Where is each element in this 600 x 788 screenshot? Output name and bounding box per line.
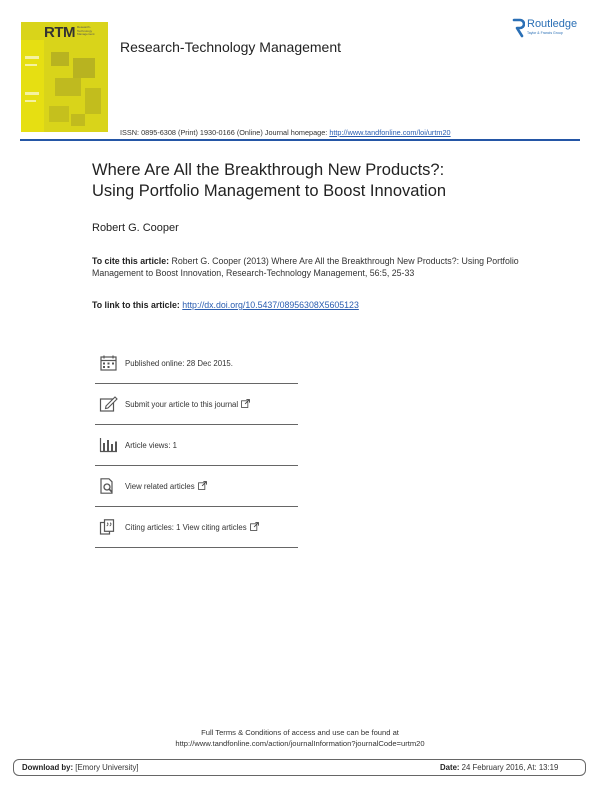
related-articles-label: View related articles — [125, 482, 195, 491]
external-link-icon — [198, 481, 207, 490]
journal-homepage-link[interactable]: http://www.tandfonline.com/loi/urtm20 — [329, 128, 451, 137]
submit-article-label: Submit your article to this journal — [125, 400, 239, 409]
cover-text-line — [25, 92, 39, 95]
journal-cover — [21, 22, 108, 132]
article-title-line: Using Portfolio Management to Boost Innovation — [92, 182, 447, 200]
cover-abbrev: RTM — [44, 24, 75, 41]
list-item — [95, 343, 298, 384]
download-date — [440, 763, 558, 772]
cover-text-line — [25, 100, 36, 102]
cover-pattern-block — [51, 52, 69, 66]
citation-text: Robert G. Cooper (2013) Where Are All the Breakthrough New Products?: Using Portfolio Management to Boost Innovation, Research-Technology Management, 56:5, 25-33 — [92, 256, 519, 279]
cover-strip — [21, 40, 44, 132]
bar-chart-icon — [99, 437, 119, 453]
header-divider — [20, 139, 580, 141]
cover-subtitle: Research-Technology Management — [77, 25, 95, 36]
citing-articles-link[interactable] — [125, 522, 259, 532]
publisher-tagline: Taylor & Francis Group — [527, 31, 563, 35]
article-title — [92, 160, 542, 202]
related-articles-link[interactable] — [125, 481, 207, 491]
date-label: Date: — [440, 763, 460, 772]
routledge-logo-icon — [512, 18, 525, 38]
article-title-line: Where Are All the Breakthrough New Products?: — [92, 161, 445, 179]
terms-notice — [0, 727, 600, 749]
citing-articles-label: Citing articles: 1 View citing articles — [125, 523, 247, 532]
cover-pattern-block — [55, 78, 81, 96]
download-value: [Emory University] — [73, 763, 139, 772]
cover-pattern-block — [71, 114, 85, 126]
published-date: Published online: 28 Dec 2015. — [125, 358, 233, 368]
downloaded-by — [22, 763, 139, 772]
article-link-line — [92, 300, 359, 310]
cover-text-line — [25, 64, 37, 66]
article-info-list — [95, 343, 298, 548]
terms-url[interactable]: http://www.tandfonline.com/action/journalInformation?journalCode=urtm20 — [175, 739, 425, 748]
publisher-logo[interactable] — [512, 18, 584, 40]
list-item[interactable] — [95, 466, 298, 507]
citing-icon — [99, 519, 119, 535]
article-author: Robert G. Cooper — [92, 222, 179, 234]
cover-pattern-block — [73, 58, 95, 78]
list-item[interactable] — [95, 384, 298, 425]
submit-article-link[interactable] — [125, 399, 250, 409]
cover-pattern-block — [85, 88, 101, 114]
list-item — [95, 425, 298, 466]
cover-pattern-block — [49, 106, 69, 122]
search-doc-icon — [99, 478, 119, 494]
calendar-icon — [99, 355, 119, 371]
list-item[interactable] — [95, 507, 298, 548]
journal-title[interactable]: Research-Technology Management — [120, 39, 342, 55]
citation-block — [92, 255, 532, 280]
issn-text: ISSN: 0895-6308 (Print) 1930-0166 (Online) Journal homepage: — [120, 128, 330, 137]
edit-icon — [99, 396, 119, 412]
issn-line — [120, 128, 451, 137]
cover-text-line — [25, 56, 39, 59]
terms-line: Full Terms & Conditions of access and use can be found at — [201, 728, 399, 737]
external-link-icon — [241, 399, 250, 408]
doi-link[interactable]: http://dx.doi.org/10.5437/08956308X5605123 — [182, 300, 359, 310]
article-views: Article views: 1 — [125, 440, 177, 450]
citation-label: To cite this article: — [92, 256, 170, 266]
download-info-bar — [13, 759, 586, 776]
publisher-name: Routledge — [527, 18, 578, 30]
article-link-label: To link to this article: — [92, 300, 183, 310]
download-label: Download by: — [22, 763, 74, 772]
external-link-icon — [250, 522, 259, 531]
date-value: 24 February 2016, At: 13:19 — [459, 763, 559, 772]
